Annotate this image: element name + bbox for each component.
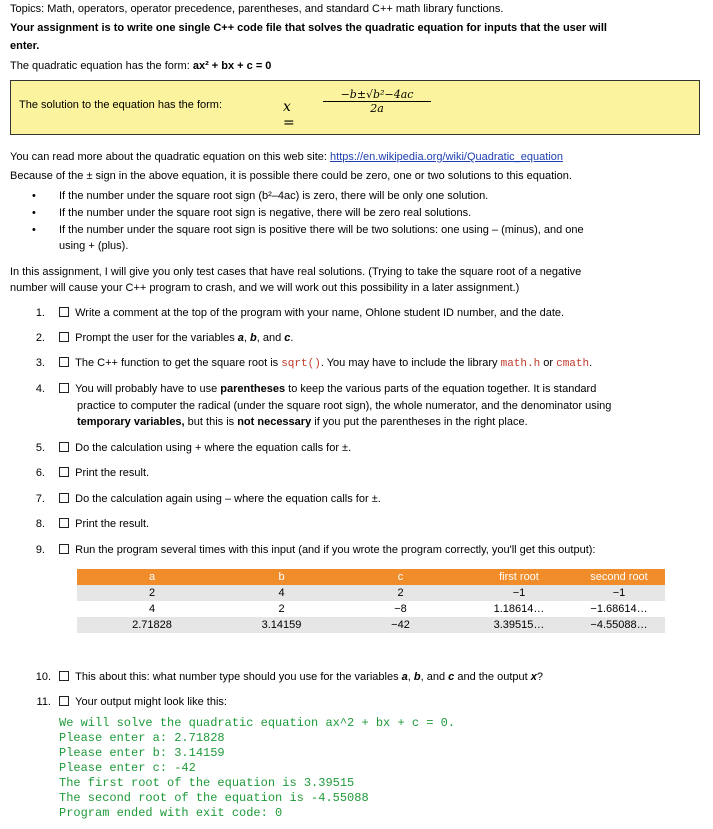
test-case-table: [77, 569, 665, 633]
step-3-end: .: [589, 357, 593, 369]
checkbox-icon[interactable]: [59, 518, 69, 528]
step-number: 9.: [35, 544, 45, 556]
checkbox-icon[interactable]: [59, 442, 69, 452]
checkbox-icon[interactable]: [59, 544, 69, 554]
step-5-text: Do the calculation using + where the equation calls for ±.: [75, 442, 352, 454]
checkbox-icon[interactable]: [59, 383, 69, 393]
step-2-and: , and: [256, 332, 285, 344]
bullet-dot: •: [32, 207, 36, 219]
var-a: a: [401, 671, 408, 683]
step-4-line-3-end: if you put the parentheses in the right place.: [311, 416, 528, 428]
step-9-text: Run the program several times with this input (and if you wrote the program correctly, you'll get this output):: [75, 544, 596, 556]
var-c: c: [284, 332, 291, 344]
intro-line-1: In this assignment, I will give you only test cases that have real solutions. (Trying to take the square root of a negative: [10, 266, 582, 278]
console-line: Please enter a: 2.71828: [59, 731, 225, 745]
console-output: [59, 716, 455, 821]
step-1: [59, 307, 564, 319]
table-cell: 2.71828: [77, 617, 227, 633]
table-cell: −1.68614…: [590, 603, 648, 615]
step-2-end: .: [290, 332, 294, 344]
math-h-code: math.h: [500, 358, 541, 370]
step-7-text: Do the calculation again using – where the equation calls for ±.: [75, 493, 381, 505]
checkbox-icon[interactable]: [59, 307, 69, 317]
table-cell: −42: [336, 617, 465, 633]
column-header: c: [336, 569, 465, 585]
equation-form-line: [10, 60, 271, 72]
assignment-line-2: enter.: [10, 40, 40, 52]
step-10-text: This about this: what number type should you use for the variables: [75, 671, 402, 683]
formula-denominator: 2a: [370, 102, 384, 115]
checkbox-icon[interactable]: [59, 493, 69, 503]
step-3: [59, 357, 592, 370]
column-header: a: [77, 569, 227, 585]
step-number: 7.: [35, 493, 45, 505]
step-4: [59, 383, 596, 395]
step-11-text: Your output might look like this:: [75, 696, 227, 708]
solution-label: The solution to the equation has the form:: [19, 99, 223, 111]
checkbox-icon[interactable]: [59, 696, 69, 706]
step-8: [59, 518, 149, 530]
equation-form: ax² + bx + c = 0: [192, 60, 272, 72]
bullet-dot: •: [32, 224, 36, 236]
step-number: 2.: [35, 332, 45, 344]
read-more-prefix: You can read more about the quadratic equation on this web site:: [10, 151, 331, 163]
step-10-output: and the output: [454, 671, 531, 683]
step-number: 10.: [35, 671, 51, 683]
topics-line: Topics: Math, operators, operator precedence, parentheses, and standard C++ math library functions.: [10, 3, 504, 15]
step-11: [59, 696, 227, 708]
step-7: [59, 493, 381, 505]
step-4-text: You will probably have to use: [75, 383, 221, 395]
checkbox-icon[interactable]: [59, 357, 69, 367]
step-4-text-2: to keep the various parts of the equation together. It is standard: [285, 383, 597, 395]
step-number: 11.: [36, 696, 51, 708]
formula-lhs: x =: [283, 99, 295, 131]
column-header: first root: [465, 569, 573, 585]
step-3-text: The C++ function to get the square root is: [75, 357, 282, 369]
step-4-line-2: practice to computer the radical (under the square root sign), the whole numerator, and the denominator using: [77, 400, 612, 412]
step-10-sep: ,: [407, 671, 414, 683]
table-cell: −1: [465, 585, 573, 601]
step-8-text: Print the result.: [75, 518, 150, 530]
checkbox-icon[interactable]: [59, 332, 69, 342]
var-a: a: [237, 332, 244, 344]
step-4-line-3: [77, 416, 528, 428]
temp-vars-term: temporary variables,: [77, 416, 185, 428]
console-line: The first root of the equation is 3.39515: [59, 776, 355, 790]
table-cell: 2: [336, 585, 465, 601]
bullet-zero-discriminant: If the number under the square root sign (b²–4ac) is zero, there will be only one solution.: [59, 190, 489, 202]
table-cell: −1: [573, 585, 665, 601]
console-line: The second root of the equation is -4.55088: [59, 791, 369, 805]
table-cell: 3.14159: [227, 617, 336, 633]
console-line: Please enter c: -42: [59, 761, 196, 775]
because-line: Because of the ± sign in the above equation, it is possible there could be zero, one or two solutions to this equation.: [10, 170, 572, 182]
step-number: 5.: [35, 442, 45, 454]
console-line: Program ended with exit code: 0: [59, 806, 283, 820]
step-4-line-3-text: but this is: [184, 416, 238, 428]
table-row: [77, 585, 665, 601]
table-cell: 4: [148, 603, 156, 615]
step-10: [59, 671, 543, 683]
step-9: [59, 544, 595, 556]
step-number: 3.: [35, 357, 45, 369]
var-x: x: [530, 671, 537, 683]
step-2-text: Prompt the user for the variables: [75, 332, 238, 344]
var-b: b: [250, 332, 257, 344]
equation-form-prefix: The quadratic equation has the form:: [10, 60, 193, 72]
table-cell: 2: [278, 603, 285, 615]
console-line: Please enter b: 3.14159: [59, 746, 225, 760]
formula-numerator: −b±√b²−4ac: [323, 88, 431, 102]
bullet-positive-discriminant-cont: using + (plus).: [59, 240, 129, 252]
checkbox-icon[interactable]: [59, 467, 69, 477]
table-cell: −4.55088…: [573, 617, 665, 633]
not-necessary-term: not necessary: [237, 416, 312, 428]
step-number: 1.: [35, 307, 45, 319]
bullet-negative-discriminant: If the number under the square root sign is negative, there will be zero real solutions.: [59, 207, 472, 219]
step-2: [59, 332, 293, 344]
bullet-dot: •: [32, 190, 36, 202]
column-header: second root: [573, 569, 665, 585]
intro-line-2: number will cause your C++ program to crash, and we will work out this possibility in a later assignment.): [10, 282, 520, 294]
var-b: b: [413, 671, 421, 683]
checkbox-icon[interactable]: [59, 671, 69, 681]
wikipedia-link[interactable]: https://en.wikipedia.org/wiki/Quadratic_equation: [330, 151, 563, 163]
sqrt-code: sqrt(): [281, 358, 321, 370]
bullet-positive-discriminant: If the number under the square root sign is positive there will be two solutions: one using – (minus), and one: [59, 224, 584, 236]
step-10-and: , and: [420, 671, 449, 683]
step-number: 8.: [35, 518, 45, 530]
step-3-text-2: . You may have to include the library: [320, 357, 501, 369]
var-c: c: [448, 671, 455, 683]
step-1-text: Write a comment at the top of the program with your name, Ohlone student ID number, and the date.: [75, 307, 565, 319]
step-2-sep: ,: [243, 332, 251, 344]
table-cell: 1.18614…: [493, 603, 545, 615]
console-line: We will solve the quadratic equation ax^2 + bx + c = 0.: [59, 716, 456, 730]
table-header-row: [77, 569, 665, 585]
parentheses-term: parentheses: [220, 383, 286, 395]
step-5: [59, 442, 351, 454]
cmath-code: cmath: [556, 358, 590, 370]
table-cell: −8: [394, 603, 407, 615]
step-number: 6.: [35, 467, 45, 479]
read-more-line: [10, 151, 563, 163]
table-cell: 2: [77, 585, 227, 601]
table-row: [77, 617, 665, 633]
table-cell: 4: [227, 585, 336, 601]
step-10-end: ?: [536, 671, 543, 683]
step-number: 4.: [35, 383, 45, 395]
step-6-text: Print the result.: [75, 467, 150, 479]
table-cell: 3.39515…: [465, 617, 573, 633]
column-header: b: [227, 569, 336, 585]
step-3-or: or: [540, 357, 557, 369]
step-6: [59, 467, 149, 479]
table-row: [77, 601, 665, 617]
assignment-line-1: Your assignment is to write one single C++ code file that solves the quadratic equation for inputs that the user will: [10, 22, 607, 34]
